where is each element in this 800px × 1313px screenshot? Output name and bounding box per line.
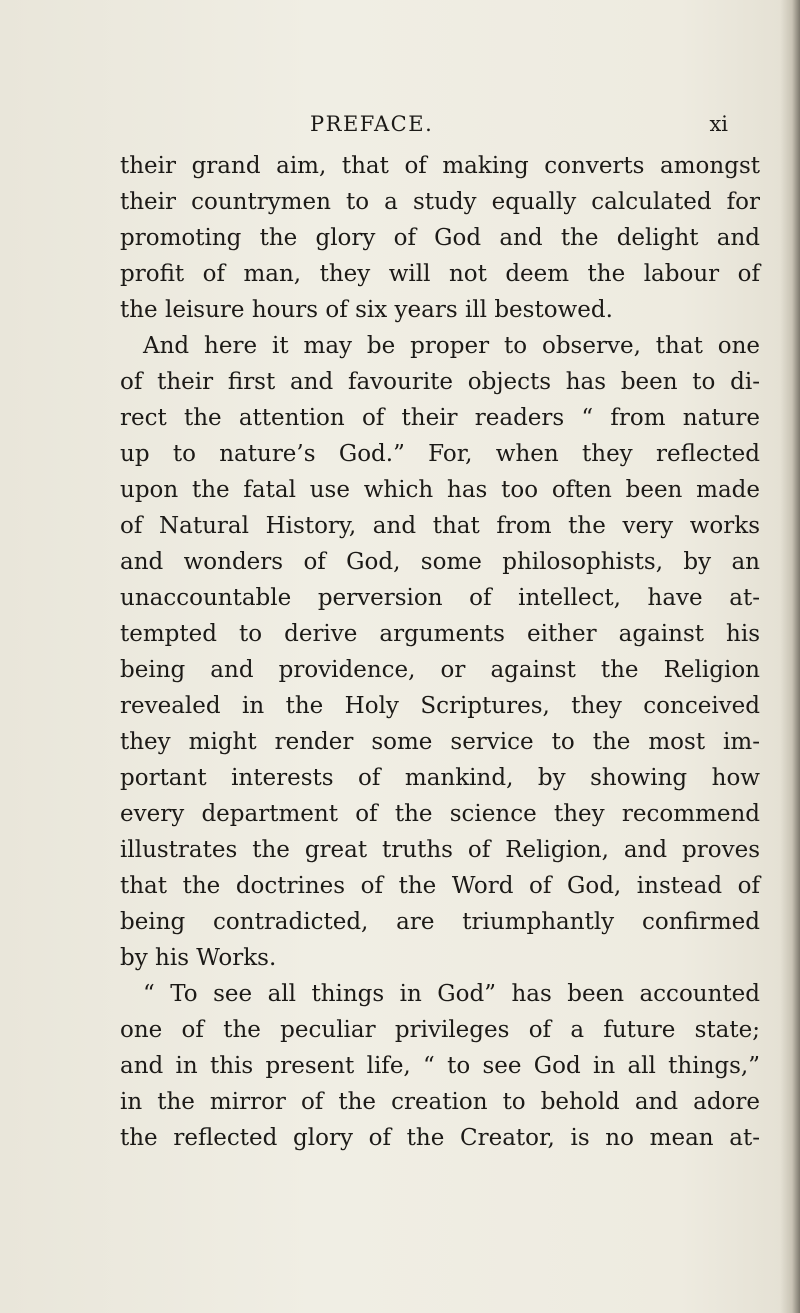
text-line: profit of man, they will not deem the labour of — [120, 261, 760, 287]
text-line: their countrymen to a study equally calculated for — [120, 189, 760, 215]
text-line: and in this present life, “ to see God in all things,” — [120, 1053, 760, 1079]
text-line: “ To see all things in God” has been accounted — [143, 981, 760, 1007]
text-line: And here it may be proper to observe, that one — [143, 333, 760, 359]
text-line: portant interests of mankind, by showing how — [120, 765, 760, 791]
text-line: of their first and favourite objects has been to di- — [120, 369, 760, 395]
page-edge-shadow — [780, 0, 800, 1313]
text-line: one of the peculiar privileges of a future state; — [120, 1017, 760, 1043]
text-line: the leisure hours of six years ill bestowed. — [120, 297, 613, 323]
text-line: illustrates the great truths of Religion, and proves — [120, 837, 760, 863]
running-head: PREFACE. — [310, 112, 434, 136]
text-line: by his Works. — [120, 945, 277, 971]
text-line: up to nature’s God.” For, when they reflected — [120, 441, 760, 467]
text-line: their grand aim, that of making converts amongst — [120, 153, 760, 179]
page-header — [120, 112, 760, 142]
text-line: the reflected glory of the Creator, is no mean at- — [120, 1125, 760, 1151]
text-line: being and providence, or against the Religion — [120, 657, 760, 683]
text-line: in the mirror of the creation to behold and adore — [120, 1089, 760, 1115]
text-line: unaccountable perversion of intellect, have at- — [120, 585, 760, 611]
text-line: being contradicted, are triumphantly confirmed — [120, 909, 760, 935]
text-line: of Natural History, and that from the very works — [120, 513, 760, 539]
text-line: that the doctrines of the Word of God, instead of — [120, 873, 760, 899]
text-line: they might render some service to the most im- — [120, 729, 760, 755]
text-line: rect the attention of their readers “ from nature — [120, 405, 760, 431]
text-line: promoting the glory of God and the delight and — [120, 225, 760, 251]
page-number: xi — [709, 112, 728, 136]
text-line: tempted to derive arguments either against his — [120, 621, 760, 647]
text-line: every department of the science they recommend — [120, 801, 760, 827]
text-line: and wonders of God, some philosophists, by an — [120, 549, 760, 575]
text-line: revealed in the Holy Scriptures, they conceived — [120, 693, 760, 719]
text-line: upon the fatal use which has too often been made — [120, 477, 760, 503]
